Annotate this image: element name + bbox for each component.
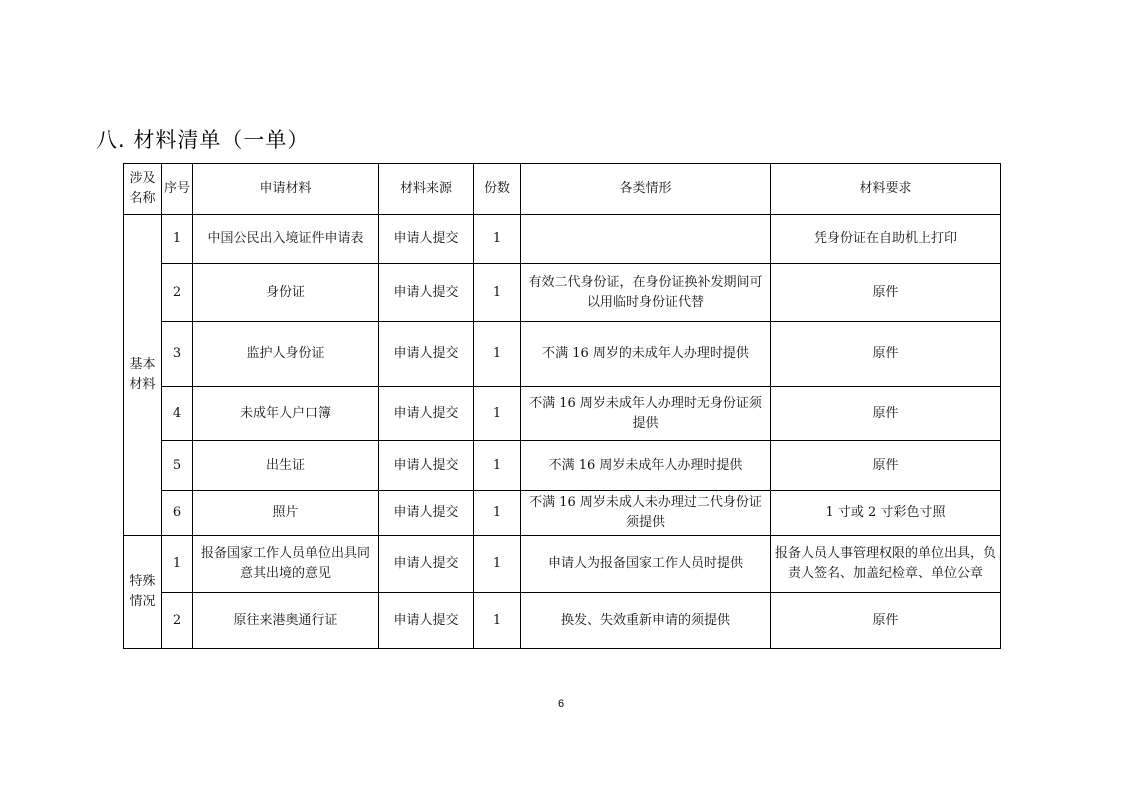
situation-cell: 换发、失效重新申请的须提供 [521, 593, 771, 649]
table-row [124, 536, 1001, 593]
requirement-cell: 1 寸或 2 寸彩色寸照 [771, 491, 1001, 536]
seq-cell: 5 [162, 441, 193, 491]
copies-cell: 1 [474, 536, 521, 593]
copies-cell: 1 [474, 387, 521, 441]
header-seq: 序号 [162, 164, 193, 215]
header-category: 涉及名称 [124, 164, 162, 215]
situation-cell: 不满 16 周岁的未成年人办理时提供 [521, 322, 771, 387]
situation-cell: 申请人为报备国家工作人员时提供 [521, 536, 771, 593]
situation-cell: 不满 16 周岁未成年人办理时提供 [521, 441, 771, 491]
category-cell: 基本材料 [124, 215, 162, 536]
table-row [124, 215, 1001, 264]
category-cell: 特殊情况 [124, 536, 162, 649]
material-cell: 身份证 [193, 264, 379, 322]
situation-cell: 不满 16 周岁未成年人办理时无身份证须提供 [521, 387, 771, 441]
seq-cell: 1 [162, 215, 193, 264]
seq-cell: 6 [162, 491, 193, 536]
material-cell: 出生证 [193, 441, 379, 491]
table-row [124, 264, 1001, 322]
header-situation: 各类情形 [521, 164, 771, 215]
requirement-cell: 凭身份证在自助机上打印 [771, 215, 1001, 264]
table-row [124, 491, 1001, 536]
copies-cell: 1 [474, 322, 521, 387]
requirement-cell: 报备人员人事管理权限的单位出具，负责人签名、加盖纪检章、单位公章 [771, 536, 1001, 593]
table-row [124, 441, 1001, 491]
seq-cell: 2 [162, 264, 193, 322]
material-cell: 中国公民出入境证件申请表 [193, 215, 379, 264]
source-cell: 申请人提交 [379, 322, 474, 387]
copies-cell: 1 [474, 264, 521, 322]
copies-cell: 1 [474, 593, 521, 649]
header-source: 材料来源 [379, 164, 474, 215]
table-body [124, 164, 1001, 649]
requirement-cell: 原件 [771, 441, 1001, 491]
source-cell: 申请人提交 [379, 387, 474, 441]
copies-cell: 1 [474, 491, 521, 536]
material-cell: 未成年人户口簿 [193, 387, 379, 441]
page-number: 6 [557, 698, 565, 710]
table-row [124, 387, 1001, 441]
copies-cell: 1 [474, 441, 521, 491]
situation-cell: 有效二代身份证，在身份证换补发期间可以用临时身份证代替 [521, 264, 771, 322]
seq-cell: 3 [162, 322, 193, 387]
header-material: 申请材料 [193, 164, 379, 215]
source-cell: 申请人提交 [379, 536, 474, 593]
source-cell: 申请人提交 [379, 215, 474, 264]
source-cell: 申请人提交 [379, 441, 474, 491]
situation-cell: 不满 16 周岁未成人未办理过二代身份证须提供 [521, 491, 771, 536]
source-cell: 申请人提交 [379, 593, 474, 649]
seq-cell: 4 [162, 387, 193, 441]
header-copies: 份数 [474, 164, 521, 215]
requirement-cell: 原件 [771, 387, 1001, 441]
requirement-cell: 原件 [771, 593, 1001, 649]
source-cell: 申请人提交 [379, 491, 474, 536]
material-cell: 报备国家工作人员单位出具同意其出境的意见 [193, 536, 379, 593]
requirement-cell: 原件 [771, 322, 1001, 387]
table-row [124, 593, 1001, 649]
source-cell: 申请人提交 [379, 264, 474, 322]
copies-cell: 1 [474, 215, 521, 264]
requirement-cell: 原件 [771, 264, 1001, 322]
table-row [124, 322, 1001, 387]
materials-table [123, 163, 1001, 649]
header-row [124, 164, 1001, 215]
material-cell: 原往来港奥通行证 [193, 593, 379, 649]
material-cell: 照片 [193, 491, 379, 536]
section-title: 八. 材料清单（一单） [96, 128, 310, 152]
material-cell: 监护人身份证 [193, 322, 379, 387]
seq-cell: 1 [162, 536, 193, 593]
seq-cell: 2 [162, 593, 193, 649]
situation-cell [521, 215, 771, 264]
header-requirement: 材料要求 [771, 164, 1001, 215]
